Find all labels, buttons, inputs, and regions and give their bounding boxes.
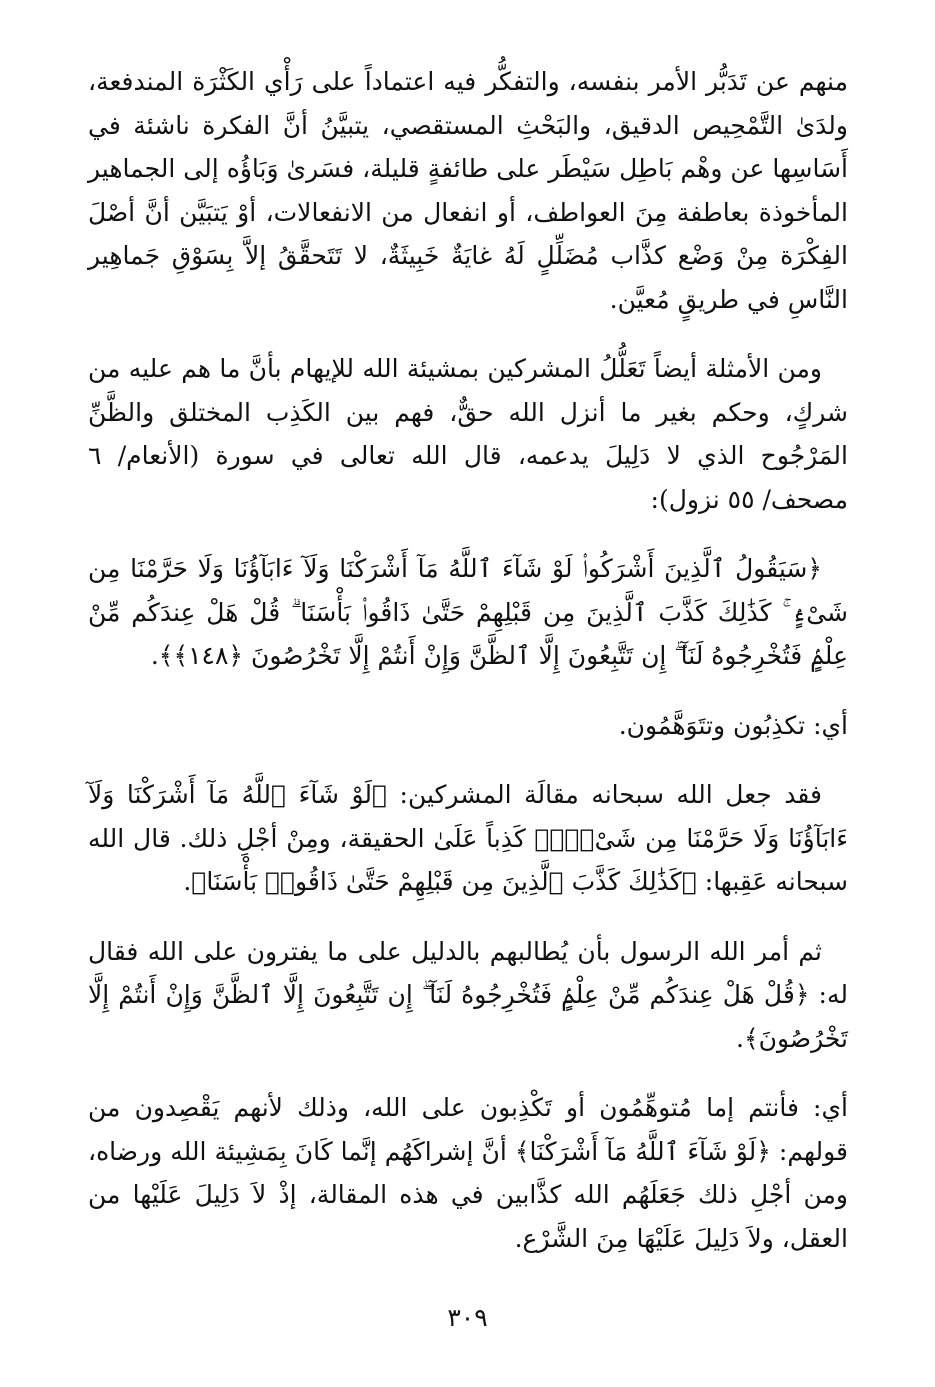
paragraph-2: ومن الأمثلة أيضاً تَعَلُّلُ المشركين بمشيئة الله للإيهام بأنَّ ما هم عليه من شركٍ، وحكم بغير ما أنزل الله حقٌّ، فهم بين الكَذِب المختلق والظَّنِّ المَرْجُوح الذي لا دَلِيلَ يدعمه، قال الله تعالى في سورة (الأنعام/ ٦ مصحف/ ٥٥ نزول): <box>88 354 848 514</box>
paragraph-1: منهم عن تَدَبُّر الأمر بنفسه، والتفكُّر فيه اعتماداً على رَأْي الكَثْرَة المندفعة، ولدَىٰ التَّمْحِيص الدقيق، والبَحْثِ المستقصي، يتبيَّنُ أنَّ الفكرة ناشئة في أَسَاسِها عن وهْم بَاطِل سَيْطَر على طائفةٍ قليلة، فسَرىٰ وَبَاؤُه إلى الجماهير المأخوذة بعاطفة مِنَ العواطف، أو انفعال من الانفعالات، أوْ يَتبَيَّن أنَّ أصْلَ الفِكْرَة مِنْ وَضْع كذَّاب مُضَلِّلٍ لَهُ غايَةٌ خَبِيثَةٌ، لا تَتَحقَّقُ إلاَّ بِسَوْقِ جَماهِير النَّاسِ في طريقٍ مُعيَّن. <box>88 67 848 314</box>
paragraph-gap <box>88 521 848 547</box>
paragraph-gap <box>88 321 848 347</box>
page-number: ٣٠٩ <box>447 1303 488 1332</box>
page-body <box>88 60 848 1260</box>
paragraph-gap <box>88 904 848 930</box>
quran-verse-148: ﴿سَيَقُولُ ٱلَّذِينَ أَشْرَكُوا۟ لَوْ شَآءَ ٱللَّهُ مَآ أَشْرَكْنَا وَلَآ ءَابَآؤُنَا وَلَا حَرَّمْنَا مِن شَىْءٍۢ ۚ كَذَٰلِكَ كَذَّبَ ٱلَّذِينَ مِن قَبْلِهِمْ حَتَّىٰ ذَاقُوا۟ بَأْسَنَا ۗ قُلْ هَلْ عِندَكُم مِّنْ عِلْمٍۢ فَتُخْرِجُوهُ لَنَآ ۖ إِن تَتَّبِعُونَ إِلَّا ٱلظَّنَّ وَإِنْ أَنتُمْ إِلَّا تَخْرُصُونَ ﴿١٤٨﴾﴾. <box>88 554 848 670</box>
paragraph-6: ثم أمر الله الرسول بأن يُطالبهم بالدليل على ما يفترون على الله فقال له: ﴿قُلْ هَلْ عِندَكُم مِّنْ عِلْمٍۢ فَتُخْرِجُوهُ لَنَآ ۖ إِن تَتَّبِعُونَ إِلَّا ٱلظَّنَّ وَإِنْ أَنتُمْ إِلَّا تَخْرُصُونَ﴾. <box>88 936 848 1053</box>
paragraph-7: أي: فأنتم إما مُتوهِّمُون أو تَكْذِبون على الله، وذلك لأنهم يَقْصِدون من قولهم: ﴿لَوْ شَآءَ ٱللَّهُ مَآ أَشْرَكْنَا﴾ أنَّ إشراكَهُم إنَّما كَانَ بِمَشِيئة الله ورضاه، ومن أجْلِ ذلك جَعَلَهُم الله كذَّابين في هذه المقالة، إذْ لاَ دَلِيلَ عَلَيْها من العقل، ولاَ دَلِيلَ عَلَيْهَا مِنَ الشَّرْع. <box>88 1093 848 1253</box>
paragraph-gap <box>88 1060 848 1086</box>
paragraph-gap <box>88 678 848 704</box>
paragraph-gap <box>88 747 848 773</box>
paragraph-4: أي: تكذِبُون وتتَوَهَّمُون. <box>618 710 848 740</box>
paragraph-5: فقد جعل الله سبحانه مقالَة المشركين: ﴿لَوْ شَآءَ ٱللَّهُ مَآ أَشْرَكْنَا وَلَآ ءَابَآؤُنَا وَلَا حَرَّمْنَا مِن شَىْءٍۢ﴾ كَذِباً عَلَىٰ الحقيقة، ومِنْ أجْلِ ذلك. قال الله سبحانه عَقِبها: ﴿كَذَٰلِكَ كَذَّبَ ٱلَّذِينَ مِن قَبْلِهِمْ حَتَّىٰ ذَاقُوا۟ بَأْسَنَا﴾. <box>88 780 848 896</box>
